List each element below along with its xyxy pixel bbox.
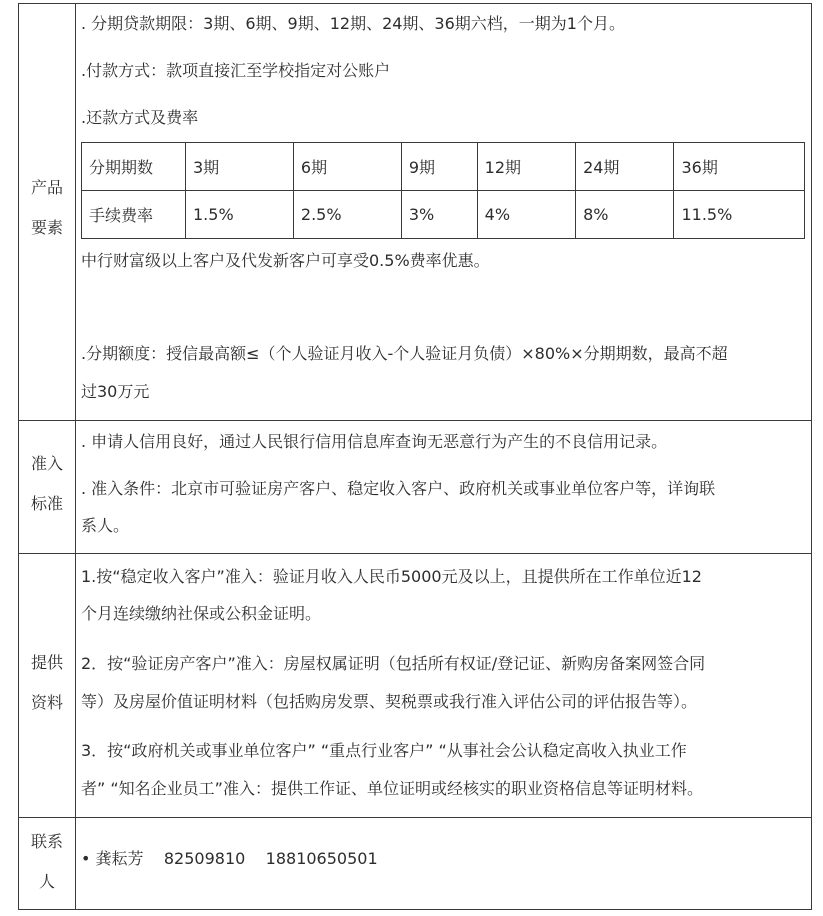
column-divider <box>75 3 76 910</box>
admission-condition-line2: 系人。 <box>81 516 130 535</box>
repayment-heading: .还款方式及费率 <box>81 108 199 127</box>
material-item1-line2: 个月连续缴纳社保或公积金证明。 <box>81 604 322 623</box>
loan-term-text: . 分期贷款期限：3期、6期、9期、12期、24期、36期六档，一期为1个月。 <box>81 14 625 33</box>
material-item1-line1: 1.按“稳定收入客户”准入：验证月收入人民币5000元及以上，且提供所在工作单位近12 <box>81 567 702 586</box>
table-cell: 24期 <box>576 143 674 191</box>
section-label-materials <box>19 643 75 723</box>
section-label-contact <box>19 822 75 902</box>
discount-text: 中行财富级以上客户及代发新客户可享受0.5%费率优惠。 <box>81 251 490 270</box>
row-divider <box>18 817 811 818</box>
table-cell: 4% <box>477 191 575 239</box>
material-item2-line2: 等）及房屋价值证明材料（包括购房发票、契税票或我行准入评估公司的评估报告等）。 <box>81 692 698 711</box>
fee-rate-table <box>81 142 805 239</box>
fee-table-header-row <box>82 143 805 191</box>
label-line: 资料 <box>30 693 63 712</box>
section-label-admission <box>19 444 75 524</box>
table-cell: 2.5% <box>293 191 401 239</box>
label-line: 人 <box>38 872 55 891</box>
table-cell: 1.5% <box>186 191 294 239</box>
quota-text-line1: .分期额度：授信最高额≤（个人验证月收入-个人验证月负债）×80%×分期期数，最高不超 <box>81 344 728 363</box>
label-line: 标准 <box>30 494 63 513</box>
table-cell: 9期 <box>401 143 477 191</box>
label-line: 联系 <box>30 832 63 851</box>
label-line: 产品 <box>30 178 63 197</box>
table-cell: 8% <box>576 191 674 239</box>
fee-table-rate-row <box>82 191 805 239</box>
contact-entry: • 龚耘芳 82509810 18810650501 <box>81 849 378 868</box>
material-item2-line1: 2．按“验证房产客户”准入：房屋权属证明（包括所有权证/登记证、新购房备案网签合同 <box>81 654 706 673</box>
section-label-product <box>19 168 75 248</box>
quota-text-line2: 过30万元 <box>81 382 150 401</box>
credit-requirement-text: . 申请人信用良好，通过人民银行信用信息库查询无恶意行为产生的不良信用记录。 <box>81 432 668 451</box>
label-line: 准入 <box>30 454 63 473</box>
table-cell: 分期期数 <box>82 143 186 191</box>
table-bottom-border <box>18 909 811 910</box>
table-cell: 36期 <box>674 143 805 191</box>
table-cell: 3期 <box>186 143 294 191</box>
admission-condition-line1: . 准入条件：北京市可验证房产客户、稳定收入客户、政府机关或事业单位客户等，详询联 <box>81 479 716 498</box>
payment-method-text: .付款方式：款项直接汇至学校指定对公账户 <box>81 61 391 80</box>
material-item3-line2: 者” “知名企业员工”准入：提供工作证、单位证明或经核实的职业资格信息等证明材料。 <box>81 779 703 798</box>
label-line: 提供 <box>30 653 63 672</box>
table-cell: 手续费率 <box>82 191 186 239</box>
table-cell: 12期 <box>477 143 575 191</box>
table-cell: 11.5% <box>674 191 805 239</box>
table-right-border <box>811 3 812 910</box>
table-cell: 3% <box>401 191 477 239</box>
label-line: 要素 <box>30 218 63 237</box>
material-item3-line1: 3．按“政府机关或事业单位客户” “重点行业客户” “从事社会公认稳定高收入执业工作 <box>81 741 687 760</box>
row-divider <box>18 420 811 421</box>
table-top-border <box>18 3 811 4</box>
row-divider <box>18 553 811 554</box>
table-cell: 6期 <box>293 143 401 191</box>
